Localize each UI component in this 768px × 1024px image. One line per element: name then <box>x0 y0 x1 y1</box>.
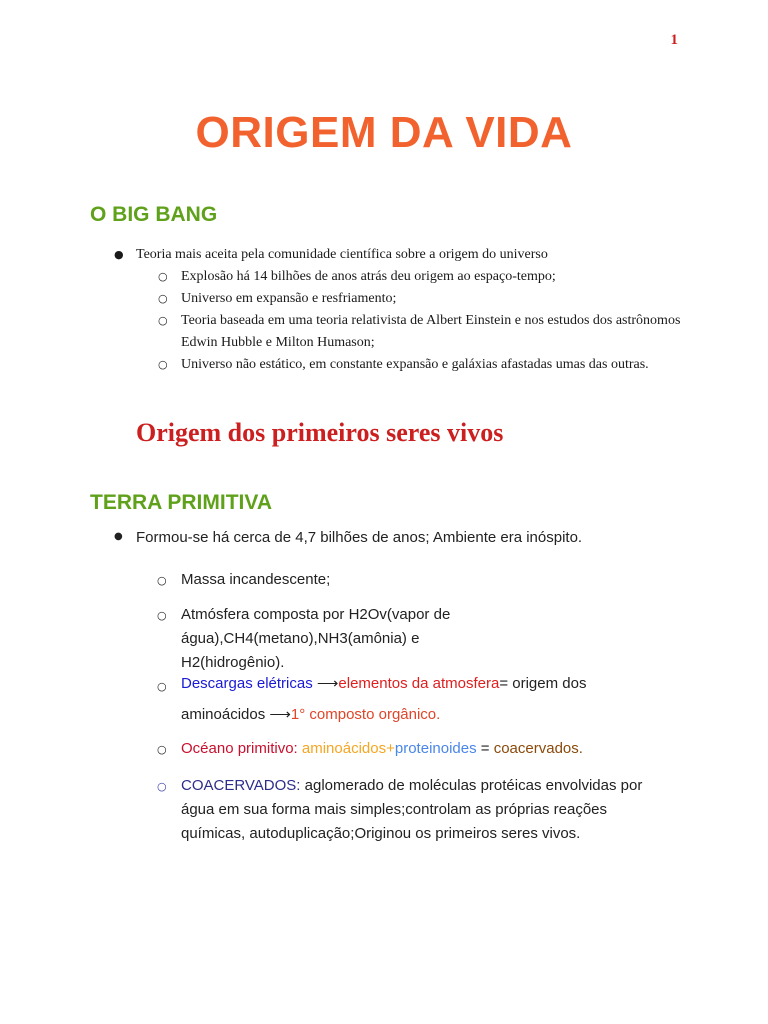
coacervados-description: aglomerado de moléculas protéicas envolvidas por água em sua forma mais simples;controlam as próprias reações químicas, autoduplicação;Originou os primeiros seres vivos. <box>181 777 643 842</box>
terra-sub-atmosfera <box>157 603 511 675</box>
massa-text: Massa incandescente; <box>181 571 331 588</box>
list-item <box>114 244 696 376</box>
origem-aminoacidos-text: = origem dos aminoácidos <box>181 675 587 723</box>
proteinoides-text: proteinoides <box>394 740 477 757</box>
big-bang-sub-list <box>158 266 696 376</box>
terra-sub-coacervados <box>157 774 671 846</box>
bullet-dot-icon: ● <box>114 248 124 261</box>
composto-organico-text: 1° composto orgânico. <box>290 706 441 723</box>
elementos-text: elementos da atmosfera <box>338 675 500 692</box>
sub-item-text: Teoria baseada em uma teoria relativista de Albert Einstein e nos estudos dos astrônomos Edwin Hubble e Milton Humason; <box>181 313 681 350</box>
bullet-circle-icon: ○ <box>157 743 167 756</box>
sub-item-text: Universo em expansão e resfriamento; <box>181 291 397 306</box>
bullet-circle-icon: ○ <box>157 680 167 693</box>
coacervados-label: COACERVADOS: <box>181 777 301 794</box>
list-item <box>158 266 696 288</box>
bullet-circle-icon: ○ <box>158 292 168 305</box>
terra-main-item: Formou-se há cerca de 4,7 bilhões de anos; Ambiente era inóspito. <box>136 529 583 546</box>
terra-sub-descargas <box>157 668 621 730</box>
bullet-circle-icon: ○ <box>158 270 168 283</box>
list-item <box>157 668 621 730</box>
big-bang-list <box>114 244 696 376</box>
page-title: ORIGEM DA VIDA <box>195 108 573 157</box>
list-item <box>157 774 671 846</box>
list-item <box>158 288 696 310</box>
terra-primitiva-heading: TERRA PRIMITIVA <box>90 491 272 514</box>
terra-sub-massa <box>157 568 681 592</box>
bullet-dot-icon: ● <box>114 531 123 542</box>
terra-list <box>114 529 696 546</box>
descargas-label: Descargas elétricas <box>181 675 313 692</box>
arrow-icon: ⟶ <box>312 675 339 692</box>
terra-sub-oceano <box>157 737 681 761</box>
sub-item-text: Explosão há 14 bilhões de anos atrás deu origem ao espaço-tempo; <box>181 269 556 284</box>
list-item <box>157 603 511 675</box>
page-number: 1 <box>670 32 678 48</box>
list-item <box>158 354 696 376</box>
big-bang-main-item: Teoria mais aceita pela comunidade científica sobre a origem do universo <box>136 247 548 262</box>
list-item <box>114 529 696 546</box>
bullet-circle-icon: ○ <box>157 609 167 622</box>
list-item <box>157 737 681 761</box>
atmosfera-text: Atmósfera composta por H2Ov(vapor de água),CH4(metano),NH3(amônia) e H2(hidrogênio). <box>181 606 451 671</box>
list-item <box>157 568 681 592</box>
sub-item-text: Universo não estático, em constante expansão e galáxias afastadas umas das outras. <box>181 357 649 372</box>
bullet-circle-icon: ○ <box>158 314 168 327</box>
equals-text: = <box>476 740 494 757</box>
list-item <box>158 310 696 354</box>
arrow-icon: ⟶ <box>269 706 291 723</box>
bullet-circle-icon: ○ <box>157 574 167 587</box>
bullet-circle-icon: ○ <box>157 780 167 793</box>
coacervados-text: coacervados. <box>493 740 583 757</box>
aminoacidos-text: aminoácidos+ <box>301 740 395 757</box>
oceano-label: Océano primitivo: <box>181 740 302 757</box>
origem-heading: Origem dos primeiros seres vivos <box>136 418 504 447</box>
big-bang-heading: O BIG BANG <box>90 203 218 226</box>
bullet-circle-icon: ○ <box>158 358 168 371</box>
